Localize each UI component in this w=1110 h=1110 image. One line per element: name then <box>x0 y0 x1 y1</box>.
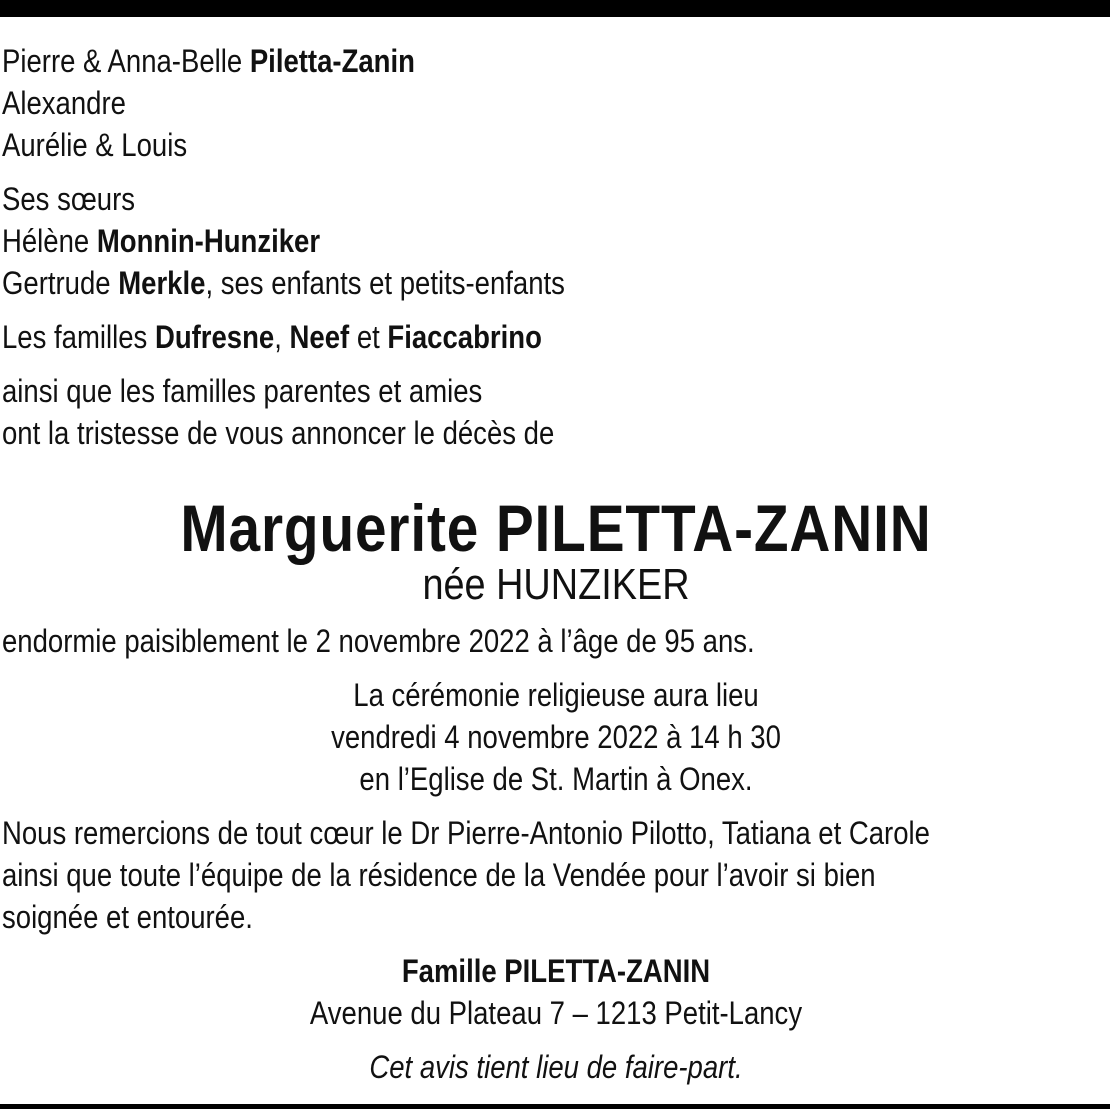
deceased-maiden-name: née HUNZIKER <box>422 560 690 609</box>
announcement-line-1: ainsi que les familles parentes et amies <box>2 373 483 409</box>
ceremony-line-1: La cérémonie religieuse aura lieu <box>353 677 759 713</box>
sister-suffix: , ses enfants et petits-enfants <box>205 265 565 301</box>
sister-line-helene <box>2 220 955 262</box>
thanks-block <box>2 812 1110 938</box>
thanks-line-3: soignée et entourée. <box>2 899 253 935</box>
sister-first-name: Hélène <box>2 223 97 259</box>
closing-note: Cet avis tient lieu de faire-part. <box>369 1049 743 1085</box>
family-name-fiaccabrino: Fiaccabrino <box>387 319 542 355</box>
announcement-line-2: ont la tristesse de vous annoncer le décès de <box>2 415 555 451</box>
sisters-heading: Ses sœurs <box>2 181 136 217</box>
signature-family: Famille PILETTA-ZANIN <box>401 953 711 989</box>
family-block <box>2 40 1110 166</box>
death-date-line: endormie paisiblement le 2 novembre 2022 à l’âge de 95 ans. <box>2 623 755 659</box>
sister-surname: Monnin-Hunziker <box>96 223 321 259</box>
family-line-prefix: Pierre & Anna-Belle <box>2 43 250 79</box>
signature-block <box>2 950 1110 1088</box>
notice-body <box>2 40 1110 1088</box>
thanks-line-2: ainsi que toute l’équipe de la résidence de la Vendée pour l’avoir si bien <box>2 857 876 893</box>
family-line-aurelie-louis: Aurélie & Louis <box>2 127 188 163</box>
family-line-parents <box>2 40 955 82</box>
family-name-dufresne: Dufresne <box>154 319 275 355</box>
sister-first-name: Gertrude <box>2 265 119 301</box>
thanks-line-1: Nous remercions de tout cœur le Dr Pierre-Antonio Pilotto, Tatiana et Carole <box>2 815 930 851</box>
sisters-block <box>2 178 1110 304</box>
deceased-name: Marguerite PILETTA-ZANIN <box>180 491 932 565</box>
family-surname: Piletta-Zanin <box>249 43 415 79</box>
top-rule <box>0 0 1110 17</box>
bottom-rule <box>0 1104 1110 1109</box>
announcement-block <box>2 370 1110 454</box>
families-separator: et <box>349 319 388 355</box>
ceremony-block <box>2 674 1110 800</box>
families-prefix: Les familles <box>2 319 155 355</box>
signature-address: Avenue du Plateau 7 – 1213 Petit-Lancy <box>309 995 803 1031</box>
families-separator: , <box>274 319 290 355</box>
sister-line-gertrude <box>2 262 955 304</box>
ceremony-line-2: vendredi 4 novembre 2022 à 14 h 30 <box>331 719 781 755</box>
family-line-alexandre: Alexandre <box>2 85 126 121</box>
ceremony-line-3: en l’Eglise de St. Martin à Onex. <box>359 761 753 797</box>
sister-surname: Merkle <box>118 265 206 301</box>
family-name-neef: Neef <box>289 319 350 355</box>
families-line <box>2 316 955 358</box>
